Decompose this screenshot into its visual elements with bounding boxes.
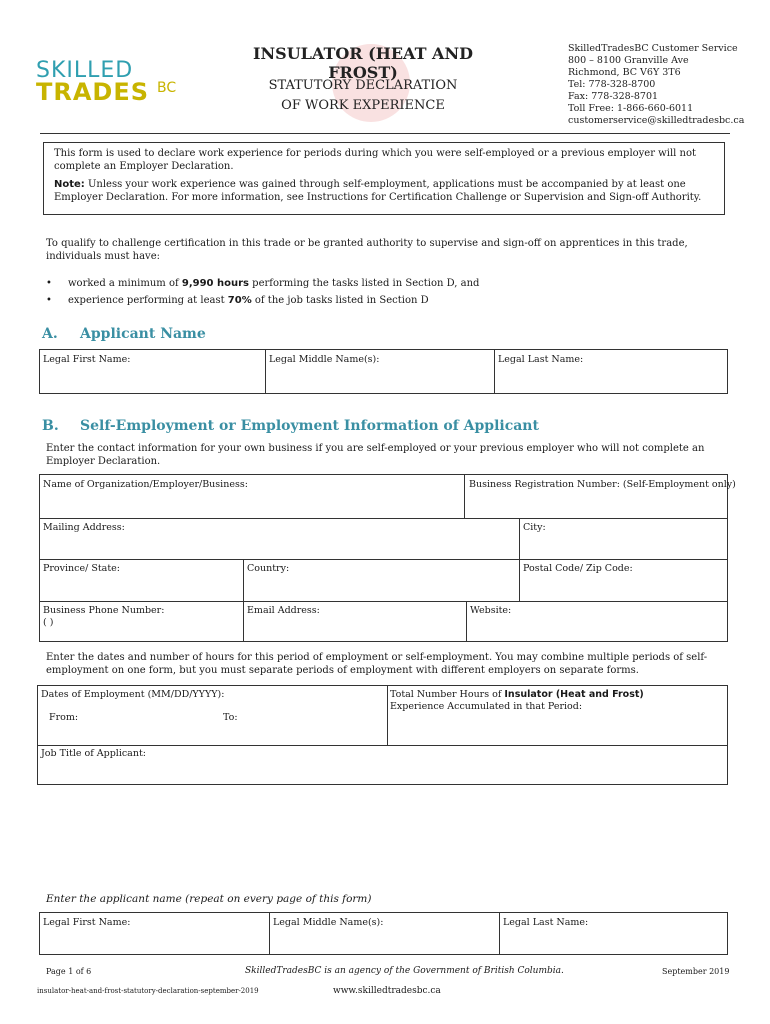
form-subtitle [222, 76, 504, 116]
contact-email[interactable]: customerservice@skilledtradesbc.ca [568, 115, 745, 126]
contact-line: Richmond, BC V6Y 3T6 [568, 67, 681, 78]
repeat-last-name-field[interactable]: Legal Last Name: [503, 917, 589, 928]
province-field[interactable]: Province/ State: [43, 563, 120, 574]
employer-info-table [39, 474, 736, 642]
legal-first-name-field[interactable]: Legal First Name: [43, 354, 131, 365]
repeat-instruction: Enter the applicant name (repeat on every page of this form) [46, 893, 372, 905]
phone-area-code: ( ) [43, 617, 54, 628]
page-number: Page 1 of 6 [46, 967, 92, 976]
contact-line: Toll Free: 1-866-660-6011 [568, 103, 694, 114]
hours-text: Experience Accumulated in that Period: [390, 701, 583, 712]
bullet-icon: • [46, 295, 52, 306]
form-date: September 2019 [662, 967, 730, 976]
note-text: Unless your work experience was gained through self-employment, applications must be accompanied by at least one Employer Declaration. For more information, see Instructions for Certification Challenge or Supervision and Sign-off Authority. [54, 179, 702, 203]
note-box [43, 142, 725, 215]
section-a-letter: A. [42, 326, 58, 342]
bullet-text: experience performing at least [68, 295, 228, 306]
contact-line: Tel: 778-328-8700 [568, 79, 656, 90]
to-date-field[interactable]: To: [223, 712, 238, 723]
total-hours-field[interactable] [390, 689, 690, 713]
dates-of-employment-label: Dates of Employment (MM/DD/YYYY): [41, 689, 225, 700]
logo-skilled: SKILLED [36, 58, 134, 83]
bullet-highlight: 70% [227, 295, 252, 306]
note-label: Note: [54, 179, 85, 190]
subtitle-line1: STATUTORY DECLARATION [268, 78, 458, 93]
hours-text: Total Number Hours of [390, 689, 505, 700]
logo-bc: BC [157, 80, 177, 96]
applicant-name-table [39, 349, 728, 394]
legal-middle-name-field[interactable]: Legal Middle Name(s): [269, 354, 380, 365]
section-a-heading [42, 326, 206, 342]
contact-block [568, 43, 744, 127]
bullet-text: performing the tasks listed in Section D, and [248, 278, 480, 289]
form-filename: insulator-heat-and-frost-statutory-declaration-september-2019 [37, 987, 259, 995]
bullet-text: worked a minimum of [68, 278, 182, 289]
country-field[interactable]: Country: [247, 563, 290, 574]
contact-line: Fax: 778-328-8701 [568, 91, 659, 102]
section-b-title: Self-Employment or Employment Information of Applicant [80, 418, 539, 434]
legal-last-name-field[interactable]: Legal Last Name: [498, 354, 584, 365]
city-field[interactable]: City: [523, 522, 546, 533]
logo-trades: TRADES [36, 78, 150, 106]
bullet-text: of the job tasks listed in Section D [251, 295, 429, 306]
business-registration-field[interactable]: Business Registration Number: (Self-Employment only) [469, 479, 736, 490]
agency-statement: SkilledTradesBC is an agency of the Government of British Columbia. [245, 966, 564, 976]
contact-line: SkilledTradesBC Customer Service [568, 43, 738, 54]
website-link[interactable]: www.skilledtradesbc.ca [333, 986, 441, 996]
note-line2 [54, 179, 714, 204]
repeat-name-table [39, 912, 728, 955]
repeat-middle-name-field[interactable]: Legal Middle Name(s): [273, 917, 384, 928]
section-a-title: Applicant Name [80, 326, 206, 342]
qualify-intro: To qualify to challenge certification in this trade or be granted authority to supervise and sign-off on apprentices in this trade, individuals must have: [46, 238, 688, 262]
hours-trade-highlight: Insulator (Heat and Frost) [504, 689, 644, 700]
form-title: INSULATOR (HEAT AND FROST) [253, 44, 473, 82]
postal-code-field[interactable]: Postal Code/ Zip Code: [523, 563, 633, 574]
dates-intro: Enter the dates and number of hours for this period of employment or self-employment. You may combine multiple periods of self-employment on one form, but you must separate periods of employment with different employers on separate forms. [46, 652, 708, 676]
bullet-icon: • [46, 278, 52, 289]
section-b-letter: B. [42, 418, 59, 434]
section-b-heading [42, 418, 539, 434]
organization-name-field[interactable]: Name of Organization/Employer/Business: [43, 479, 248, 490]
qualify-bullets [46, 275, 479, 309]
bullet-highlight: 9,990 hours [181, 278, 249, 289]
section-b-intro: Enter the contact information for your own business if you are self-employed or your previous employer who will not complete an Employer Declaration. [46, 443, 705, 467]
business-phone-field[interactable]: Business Phone Number: [43, 605, 165, 616]
from-date-field[interactable]: From: [49, 712, 79, 723]
email-address-field[interactable]: Email Address: [247, 605, 320, 616]
website-field[interactable]: Website: [470, 605, 512, 616]
bullet-item [46, 275, 479, 292]
employment-dates-table [37, 685, 728, 785]
mailing-address-field[interactable]: Mailing Address: [43, 522, 125, 533]
subtitle-line2: OF WORK EXPERIENCE [281, 98, 445, 113]
note-line1: This form is used to declare work experience for periods during which you were self-employed or a previous employer will not complete an Employer Declaration. [54, 148, 696, 172]
repeat-first-name-field[interactable]: Legal First Name: [43, 917, 131, 928]
job-title-field[interactable]: Job Title of Applicant: [41, 748, 146, 759]
header-divider [40, 133, 730, 134]
contact-line: 800 – 8100 Granville Ave [568, 55, 689, 66]
bullet-item [46, 292, 479, 309]
